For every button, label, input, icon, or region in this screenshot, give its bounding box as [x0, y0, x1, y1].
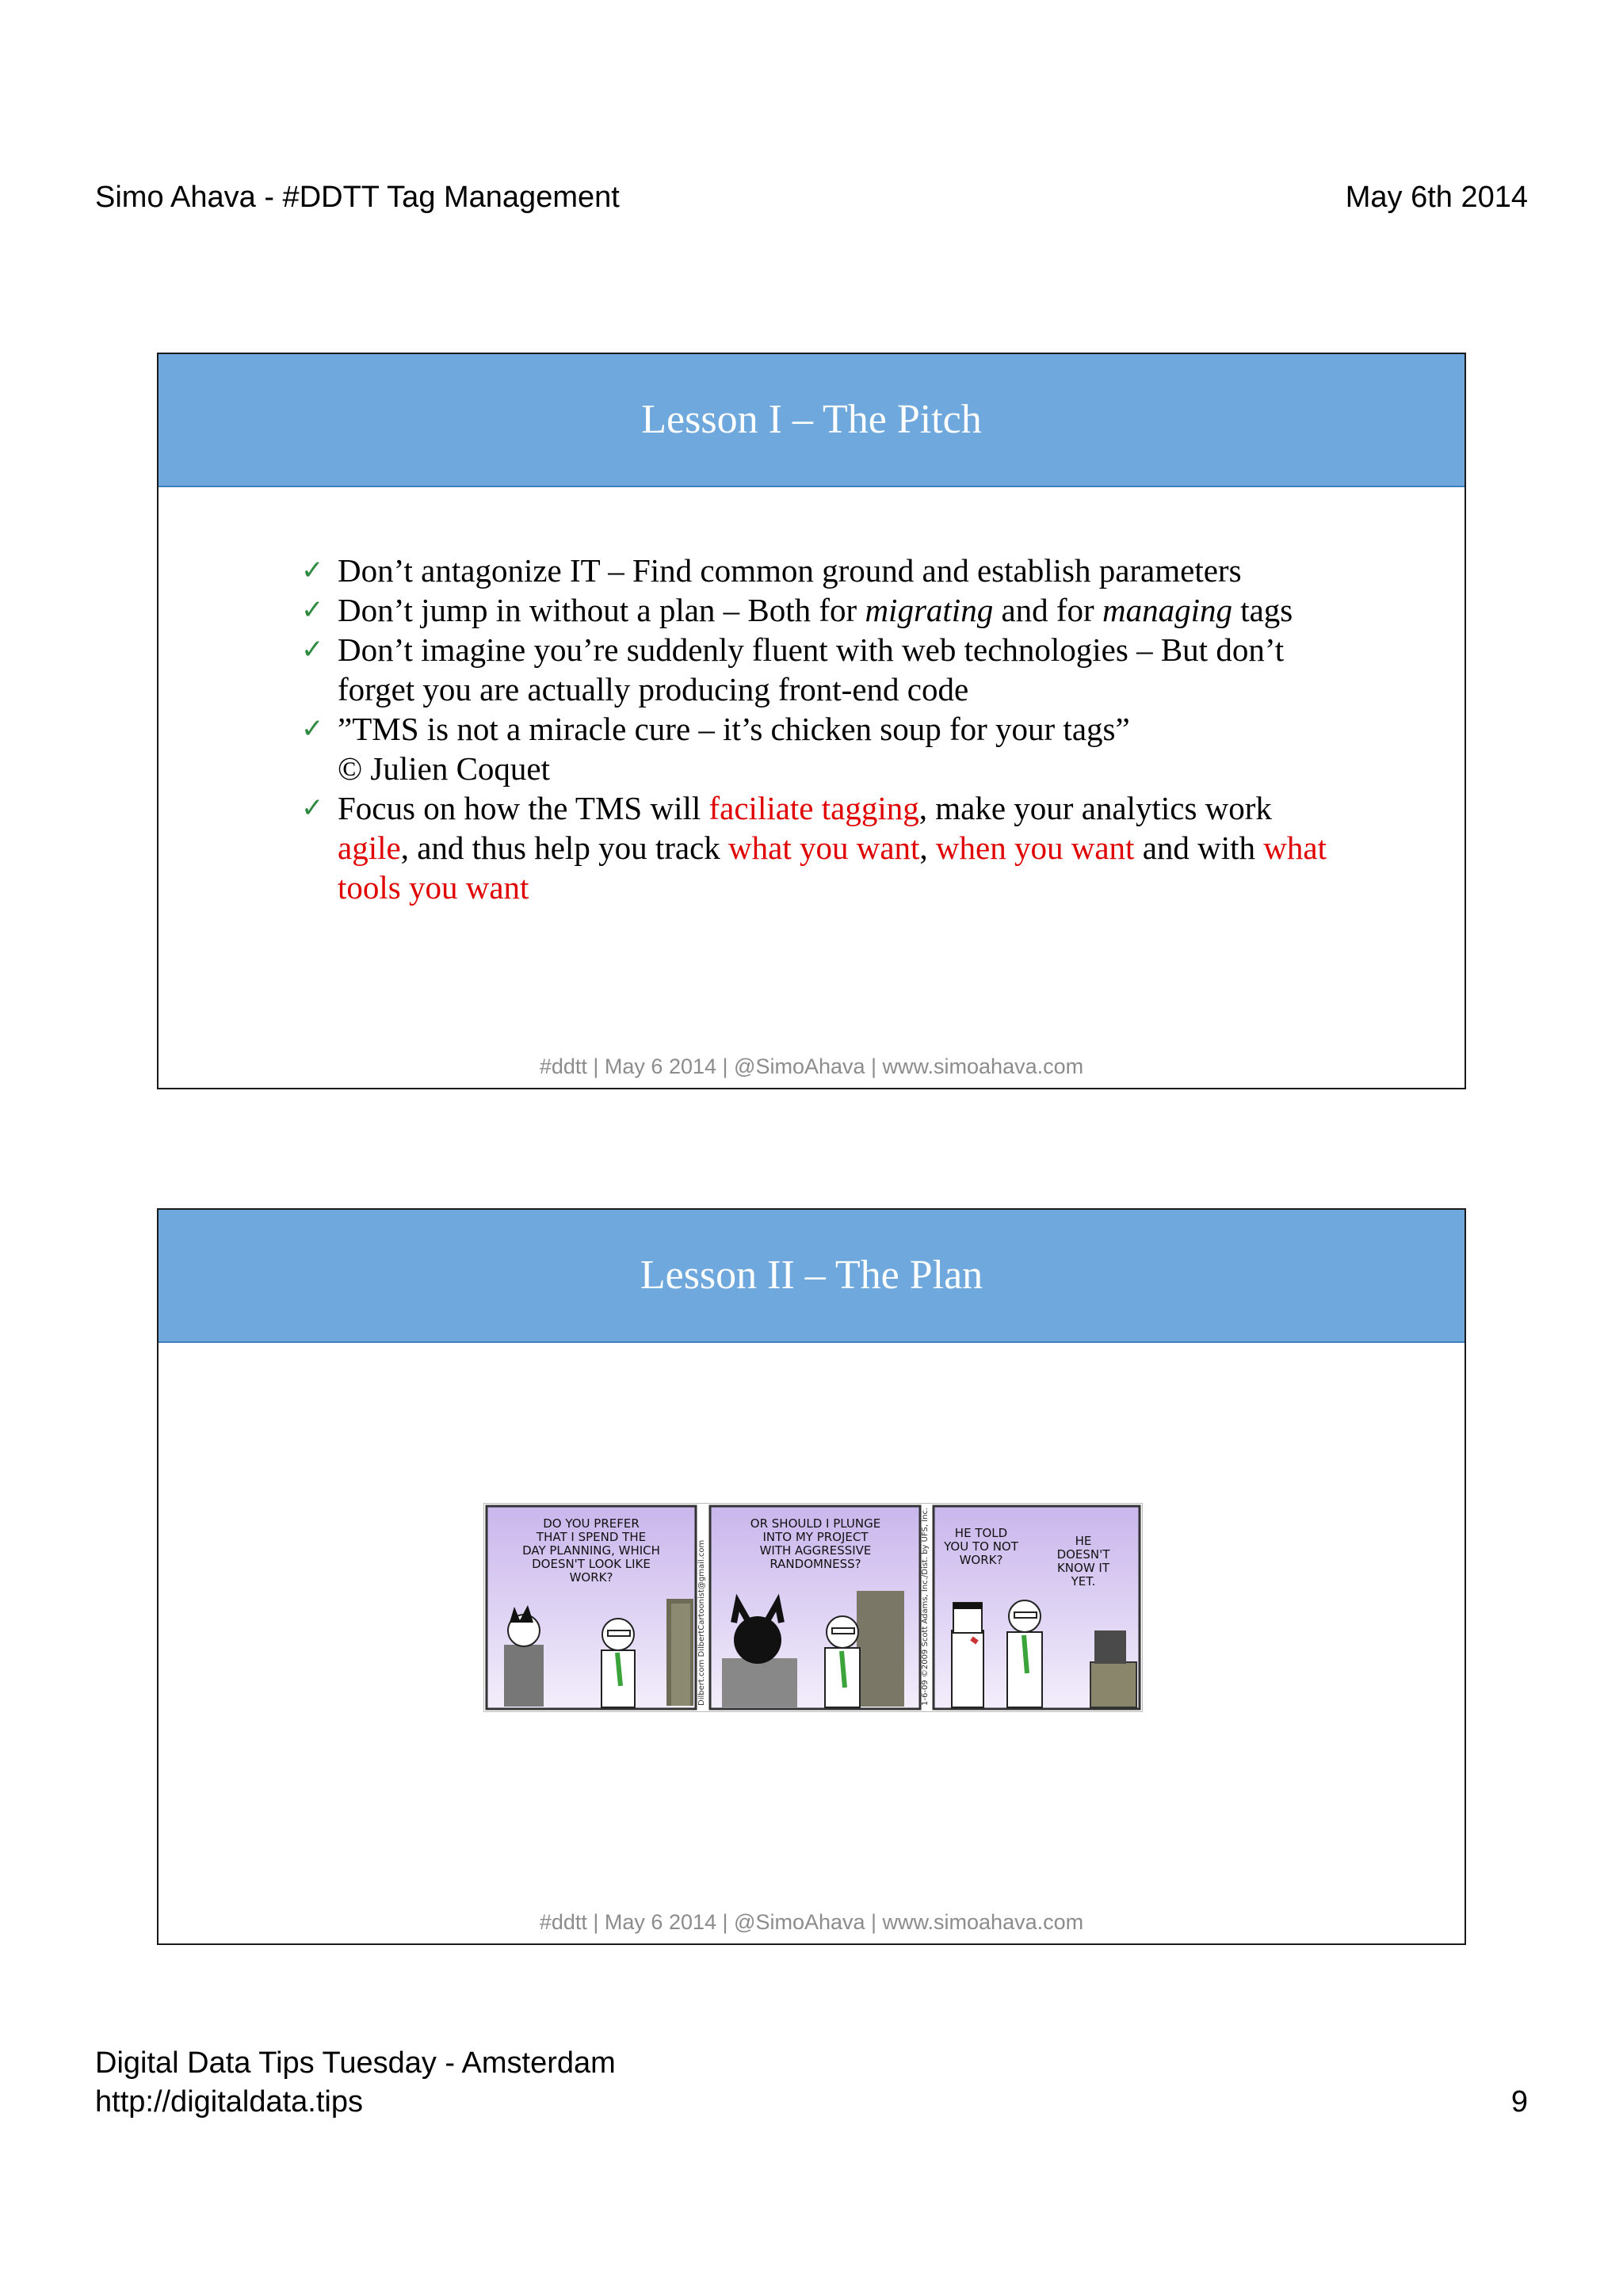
bullet-list — [301, 551, 1347, 907]
header-date: May 6th 2014 — [1345, 181, 1528, 214]
bullet-item — [301, 551, 1347, 590]
bullet-text: and for — [993, 592, 1102, 628]
footer-url: http://digitaldata.tips — [95, 2085, 363, 2119]
slide-lesson-2 — [157, 1208, 1466, 1945]
speech-line: DAY PLANNING, WHICH — [522, 1543, 660, 1558]
page-header — [95, 181, 1528, 217]
bullet-text: , and thus help you track — [400, 830, 729, 866]
dilbert-comic-strip — [483, 1503, 1143, 1712]
comic-credit-1: Dilbert.com DilbertCartoonist@gmail.com — [697, 1539, 706, 1706]
speech-line: DOESN'T — [1056, 1547, 1110, 1562]
speech-line: HE TOLD — [954, 1526, 1008, 1540]
checkmark-icon: ✓ — [301, 713, 324, 745]
slide-footer: #ddtt | May 6 2014 | @SimoAhava | www.simoahava.com — [539, 1055, 1084, 1078]
slide-footer: #ddtt | May 6 2014 | @SimoAhava | www.simoahava.com — [539, 1910, 1084, 1934]
footer-event: Digital Data Tips Tuesday - Amsterdam — [95, 2046, 616, 2080]
speech-line: KNOW IT — [1056, 1561, 1110, 1575]
highlight-text: agile — [338, 830, 401, 866]
bullet-text: managing — [1102, 592, 1232, 628]
speech-line: THAT I SPEND THE — [536, 1530, 647, 1544]
highlight-text: what you want — [728, 830, 920, 866]
speech-line: YET. — [1071, 1574, 1096, 1589]
slide-lesson-1 — [157, 353, 1466, 1089]
checkmark-icon: ✓ — [301, 634, 324, 666]
checkmark-icon: ✓ — [301, 555, 324, 586]
speech-line: WITH AGGRESSIVE — [759, 1543, 872, 1558]
bullet-text: migrating — [865, 592, 994, 628]
bullet-text: © Julien Coquet — [338, 750, 551, 787]
highlight-text: when you want — [935, 830, 1135, 866]
bullet-text: Don’t imagine you’re suddenly fluent with web technologies – But don’t forget you are actually producing front-end code — [338, 631, 1285, 707]
bullet-text: , — [919, 830, 936, 866]
speech-line: HE — [1075, 1534, 1092, 1548]
highlight-text: faciliate tagging — [708, 790, 919, 826]
bullet-text: Focus on how the TMS will — [338, 790, 709, 826]
comic-credit-2: 1-6-09 ©2009 Scott Adams, Inc./Dist. by UFS, Inc. — [921, 1507, 930, 1706]
bullet-text: tags — [1232, 592, 1293, 628]
bullet-item — [301, 630, 1347, 709]
checkmark-icon: ✓ — [301, 792, 324, 824]
panel2-speech — [750, 1516, 880, 1571]
bullet-text: ”TMS is not a miracle cure – it’s chicken soup for your tags” — [338, 711, 1130, 747]
header-title: Simo Ahava - #DDTT Tag Management — [95, 181, 620, 214]
bullet-text: , make your analytics work — [918, 790, 1272, 826]
page-footer — [95, 2044, 1528, 2123]
checkmark-icon: ✓ — [301, 594, 324, 626]
speech-line: DOESN'T LOOK LIKE — [532, 1557, 651, 1571]
bullet-item — [301, 590, 1347, 630]
bullet-text: Don’t jump in without a plan – Both for — [338, 592, 865, 628]
speech-line: YOU TO NOT — [944, 1539, 1018, 1554]
comic-illustration — [484, 1504, 1142, 1711]
speech-line: OR SHOULD I PLUNGE — [750, 1516, 881, 1531]
speech-line: INTO MY PROJECT — [762, 1530, 869, 1544]
bullet-text: Don’t antagonize IT – Find common ground and establish parameters — [338, 552, 1242, 589]
speech-line: DO YOU PREFER — [543, 1516, 640, 1531]
speech-line: WORK? — [959, 1553, 1003, 1567]
page-number: 9 — [1510, 2085, 1528, 2119]
speech-line: WORK? — [569, 1570, 613, 1585]
bullet-item — [301, 709, 1347, 788]
bullet-text: and with — [1134, 830, 1264, 866]
slide-title: Lesson I – The Pitch — [158, 354, 1465, 487]
highlight-text: what tools you want — [338, 830, 1327, 906]
bullet-item — [301, 788, 1347, 907]
speech-line: RANDOMNESS? — [769, 1557, 861, 1571]
slide-title: Lesson II – The Plan — [158, 1210, 1465, 1343]
